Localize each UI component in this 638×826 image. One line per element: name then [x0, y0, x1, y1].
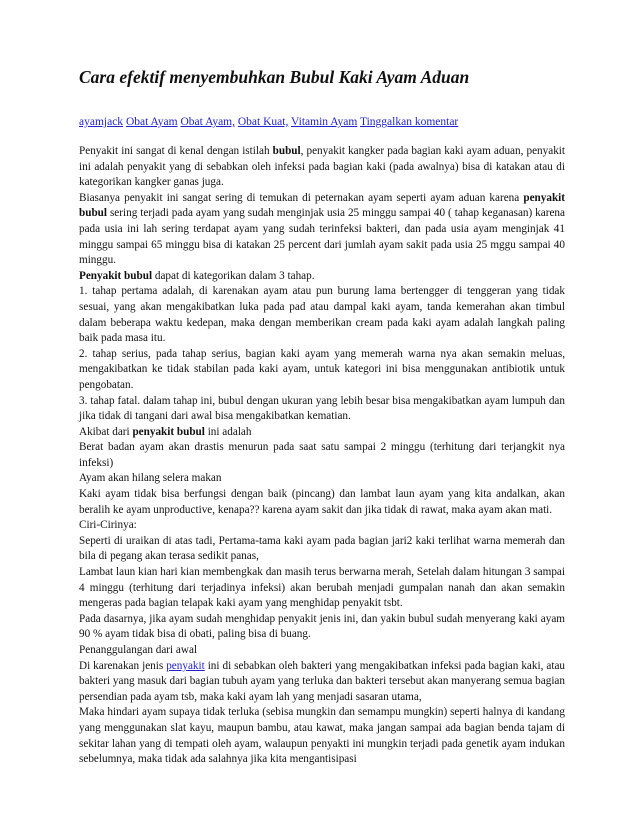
paragraph: Biasanya penyakit ini sangat sering di temukan di peternakan ayam seperti ayam aduan karena penyakit bubul sering terjadi pada ayam yang sudah menginjak usia 25 minggu sampai 40 ( tahap keganasan) karena pada usia ini lah sering terdapat ayam yang sudah terinfeksi bakteri, dan pada usia ayam menginjak 41 minggu sampai 65 minggu bisa di katakan 25 percent dari jumlah ayam sakit pada usia 25 mggu sampai 40 minggu.	[79, 191, 565, 267]
paragraph: Ayam akan hilang selera makan	[79, 472, 222, 485]
keyword-bold: Penyakit bubul	[79, 269, 153, 282]
post-title: Cara efektif menyembuhkan Bubul Kaki Ayam Aduan	[79, 67, 470, 87]
paragraph: 2. tahap serius, pada tahap serius, bagian kaki ayam yang memerah warna nya akan semakin meluas, mengakibatkan ke tidak stabilan pada kaki ayam, untuk kategori ini bisa menggunakan antibiotik untuk pengobatan.	[79, 347, 565, 391]
tag-link-obat-ayam[interactable]: Obat Ayam	[125, 116, 178, 128]
paragraph: Lambat laun kian hari kian membengkak dan masih terus berwarna merah, Setelah dalam hitungan 3 sampai 4 minggu (terhitung dari terjadinya infeksi) akan berubah menjadi gumpalan nanah dan akan semakin mengeras pada bagian telapak kaki ayam yang menghidap penyakit tsbt.	[79, 566, 565, 610]
paragraph: Di karenakan jenis penyakit ini di sebabkan oleh bakteri yang mengakibatkan infeksi pada bagian kaki, atau bakteri yang masuk dari bagian tubuh ayam yang terluka dan bakteri tersebut akan manyerang semua bagian persendian pada ayam tsb, maka kaki ayam lah yang menjadi sasaran utama,	[79, 659, 566, 703]
paragraph: 1. tahap pertama adalah, di karenakan ayam atau pun burung lama bertengger di tenggeran yang tidak sesuai, yang akan mengakibatkan luka pada pad atau dampal kaki ayam, tanda kemerahan akan timbul dalam beberapa waktu kedepan, maka dengan memberikan cream pada kaki ayam adalah langkah paling baik pada masa itu.	[79, 285, 565, 345]
tag-link-obat-ayam-2[interactable]: Obat Ayam,	[180, 116, 235, 128]
tag-link-vitamin-ayam[interactable]: Vitamin Ayam	[291, 116, 358, 128]
paragraph: Penyakit ini sangat di kenal dengan istilah bubul, penyakit kangker pada bagian kaki ayam aduan, penyakit ini adalah penyakit yang di sebabkan oleh infeksi pada bagian kaki (pada awalnya) bisa di katakan atau di kategorikan kangker ganas juga.	[79, 145, 566, 189]
keyword-bold: penyakit bubul	[79, 191, 565, 220]
keyword-bold: bubul	[272, 145, 301, 157]
paragraph: Penyakit bubul dapat di kategorikan dalam 3 tahap.	[79, 269, 315, 282]
leave-comment-link[interactable]: Tinggalkan komentar	[359, 116, 459, 128]
paragraph: Akibat dari penyakit bubul ini adalah	[79, 425, 252, 438]
paragraph: Kaki ayam tidak bisa berfungsi dengan baik (pincang) dan lambat laun ayam yang kita andalkan, akan beralih ke ayam unproductive, kenapa?? karena ayam sakit dan jika tidak di rawat, maka ayam akan mati.	[79, 488, 565, 516]
post-meta	[79, 114, 565, 130]
paragraph: Seperti di uraikan di atas tadi, Pertama-tama kaki ayam pada bagian jari2 kaki terlihat warna memerah dan bila di pegang akan terasa sedikit panas,	[79, 534, 565, 563]
paragraph: 3. tahap fatal. dalam tahap ini, bubul dengan ukuran yang lebih besar bisa mengakibatkan ayam lumpuh dan jika tidak di tangani dari awal bisa mengakibatkan kematian.	[79, 394, 565, 423]
section-heading: Ciri-Cirinya:	[79, 519, 137, 532]
keyword-bold: penyakit bubul	[132, 425, 205, 438]
article-body	[79, 144, 565, 768]
paragraph: Pada dasarnya, jika ayam sudah menghidap penyakit jenis ini, dan yakin bubul sudah menyerang kaki ayam 90 % ayam tidak bisa di obati, paling bisa di buang.	[79, 612, 565, 641]
paragraph: Berat badan ayam akan drastis menurun pada saat satu sampai 2 minggu (terhitung dari terjangkit nya infeksi)	[79, 441, 565, 469]
document-page	[79, 66, 565, 768]
author-link[interactable]: ayamjack	[79, 116, 124, 128]
section-heading: Penanggulangan dari awal	[79, 644, 198, 656]
paragraph: Maka hindari ayam supaya tidak terluka (sebisa mungkin dan semampu mungkin) seperti halnya di kandang yang menggunakan slat kayu, maupun bambu, atau kawat, maka jangan sampai ada bagian benda tajam di sekitar lahan yang di tempati oleh ayam, walaupun penyakti ini mungkin terjadi pada genetik ayam indukan sebelumnya, maka tidak ada salahnya jika kita mengantisipasi	[79, 706, 565, 766]
penyakit-link[interactable]: penyakit	[166, 659, 205, 672]
tag-link-obat-kuat[interactable]: Obat Kuat,	[237, 116, 289, 128]
